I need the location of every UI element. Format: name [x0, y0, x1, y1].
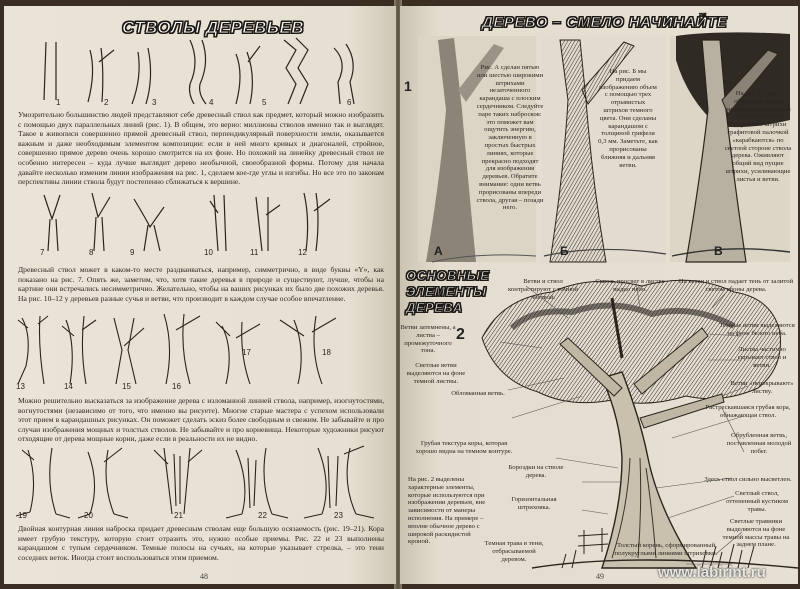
- fig-number: 14: [64, 382, 73, 391]
- fig-number: 11: [250, 248, 259, 257]
- right-page-title: ДЕРЕВО – СМЕЛО НАЧИНАЙТЕ: [482, 14, 728, 31]
- note-dark-grass: Темная трава в тени, отбрасываемой деревом.: [484, 540, 544, 563]
- trunk-sketches-row-4: [4, 444, 396, 520]
- fig-number: 7: [40, 248, 45, 257]
- paragraph-4: Двойная контурная линия наброска придает древесным стволам еще большую осязаемость (рис. 19–21). Кора имеет грубую текстуру, которую стоит отразить это, нужно особые приемы. Рис. 22 и 23 выполнены карандашом с тупым сердечником. Темные полосы на сучьях, на которые указывает стрелка, – это тени соседних веток. Иногда стоит воспользоваться этим приемом.: [18, 524, 384, 562]
- caption-panel-c: На рис. В ствол обработан двумя линиями и поперечной «резьбой» справа. Небрежные штрихи графитовой палочкой «карабкаются» по светлой стороне ствола дерева. Оживляют общий вид пущие штрихи, усиливающие листья и ветви.: [724, 90, 792, 183]
- note-light-branches: Светлые ветви выделяются на фоне темной листвы.: [406, 362, 466, 385]
- fig-number: 20: [84, 511, 93, 520]
- fig-number: 23: [334, 511, 343, 520]
- note-figure-2-description: На рис. 2 выделены характерные элементы, которые используются при изображении деревьев, вне зависимости от манеры исполнения. На примере – вполне обычное дерево с широкой раскидистой кроной.: [408, 476, 486, 546]
- page-number-left: 48: [200, 572, 208, 581]
- fig-number: 22: [258, 511, 267, 520]
- figure-number: 2: [456, 326, 465, 343]
- note-broken-branch: Обломанная ветвь.: [451, 390, 505, 397]
- fig-number: 19: [18, 511, 27, 520]
- panel-label-b: Б: [560, 244, 569, 258]
- trunk-sketches-row-1: [4, 32, 396, 110]
- note-thick-root: Толстый корень, сформированный полукруглыми линиями штриховки.: [614, 542, 718, 557]
- trunk-sketches-row-3: [4, 306, 396, 392]
- fig-number: 5: [262, 98, 267, 107]
- section-title: ОСНОВНЫЕ ЭЛЕМЕНТЫ ДЕРЕВА: [406, 268, 490, 315]
- watermark: www.labirint.ru: [658, 564, 766, 581]
- fig-number: 15: [122, 382, 131, 391]
- note-trunk-grooves: Бороздки на стволе дерева.: [508, 464, 564, 479]
- fig-number: 2: [104, 98, 109, 107]
- fig-number: 6: [347, 98, 352, 107]
- note-dark-branches: Ветви затемнены, а листва – промежуточного тона.: [400, 324, 456, 355]
- trunk-sketches-row-2: [4, 189, 396, 257]
- fig-number: 12: [298, 248, 307, 257]
- paragraph-2: Древесный ствол может в каком-то месте раздваиваться, например, симметрично, в виде буквы «Y», как показано на рис. 7. Опять же, заметим, что, хотя такие деревья в природе и существуют, лучше, чтобы на картине они встречались несимметрично. Желательно, чтобы на ваших рисунках их было две похожих деревья. На рис. 10–12 у деревьев разные сучья и ветви, что производит в каждом случае особое впечатление.: [18, 265, 384, 303]
- paragraph-3: Можно решительно высказаться за изображение дерева с изломанной линией ствола, например, изогнутостями, вогнутостями (независимо от того, что именно вы рисуете). Многие старые мастера с успехом использовали этот прием в карандашных рисунках. Он поможет сделать эскиз более свободным и свежим. Не забывайте и про случаи изображения мощных и толстых стволов. Не забывайте и про корневища. Некоторые художники рисуют отходящие от дерева мощные корни, даже если в реальности их не видно.: [18, 396, 384, 444]
- fig-number: 17: [242, 348, 251, 357]
- left-page: [4, 6, 396, 584]
- caption-panel-b: На рис. Б мы придаем изображению объем с помощью трех отрывистых штрихов темного цвета. Они сделаны карандашом с толщиной грифеля 0,3 мм. Заметьте, как прорисованы ближняя и дальняя ветви.: [598, 68, 658, 169]
- right-page: [400, 6, 798, 584]
- fig-number: 18: [322, 348, 331, 357]
- fig-number: 13: [16, 382, 25, 391]
- note-dark-on-sky: Темные ветви выделяются на фоне белого неба.: [719, 322, 795, 337]
- note-branches-overlap: Ветви «перекрывают» листву.: [730, 380, 794, 395]
- note-horizontal-hatching: Горизонтальная штриховка.: [511, 496, 557, 511]
- note-contrast-branches: Ветви и ствол контрастируют с темной листвой.: [508, 278, 578, 301]
- panel-label-c: В: [714, 244, 723, 258]
- fig-number: 4: [209, 98, 214, 107]
- fig-number: 21: [174, 511, 183, 520]
- paragraph-1: Умозрительно большинство людей представляют себе древесный ствол как предмет, который можно изобразить с помощью двух параллельных линий (рис. 1). В общем, это верно: миллионы стволов именно так и выглядят. Такое в живописи совершенно прямой древесный ствол, перпендикулярный поверхности земли, оказывается важным и даже необходимым элементом композиции: если в ней много кривых и диагоналей, стройное, совершенно прямое дерево очень хорошо смотрится на их фоне. Но похожий на линейку древесный ствол не особенно интересен – куда лучше выглядит дерево необычной, своеобразной формы. Потому для начала давайте несколько изменим линии изображения на рис. 1, сделаем кое-где углы и изгибы. Но все это по законам перспективы линии ствола будут постепенно сближаться к вершине.: [18, 110, 384, 187]
- note-shadow-on-branches: На ветви и ствол падает тень от залитой светом кроны дерева.: [678, 278, 794, 293]
- note-rough-bark: Грубая текстура коры, которая хорошо видна на темном контуре.: [415, 440, 513, 455]
- note-trunk-lightened: Здесь ствол сильно высветлен.: [704, 476, 792, 483]
- panel-label-a: А: [434, 244, 443, 258]
- left-page-title: СТВОЛЫ ДЕРЕВЬЕВ: [122, 18, 304, 37]
- figure-number: 1: [404, 78, 412, 94]
- fig-number: 8: [89, 248, 94, 257]
- note-light-trunk: Светлый ствол, оттененный кустиком травы.: [726, 490, 788, 513]
- note-sky-through-gap: Сквозь просвет в листве видно небо.: [595, 278, 665, 293]
- note-foliage-hides: Листва частично скрывает ствол и ветви.: [737, 346, 787, 369]
- fig-number: 3: [152, 98, 157, 107]
- page-number-right: 49: [596, 572, 604, 581]
- note-cracked-bark: Растрескавшаяся грубая кора, обнажающая ствол.: [705, 404, 791, 419]
- note-cut-branch: Обрубленная ветвь, поставленная молодой побег.: [726, 432, 792, 455]
- fig-number: 9: [130, 248, 135, 257]
- fig-number: 10: [204, 248, 213, 257]
- fig-number: 16: [172, 382, 181, 391]
- note-light-grass: Светлые травинки выделяются на фоне темной массы травы на заднем плане.: [722, 518, 790, 549]
- caption-panel-a: Рис. А сделан пятью или шестью широкими штрихами незаточенного карандаша с плоским сердечником. Следуйте паре таких набросков: это поможет вам ощутить энергию, заключенную в простых быстрых линиях, которые прекрасно подходят для изображения деревьев. Обратите внимание: одни ветвь прорисованы впереди ствола, другая – позади него.: [476, 64, 544, 212]
- fig-number: 1: [56, 98, 61, 107]
